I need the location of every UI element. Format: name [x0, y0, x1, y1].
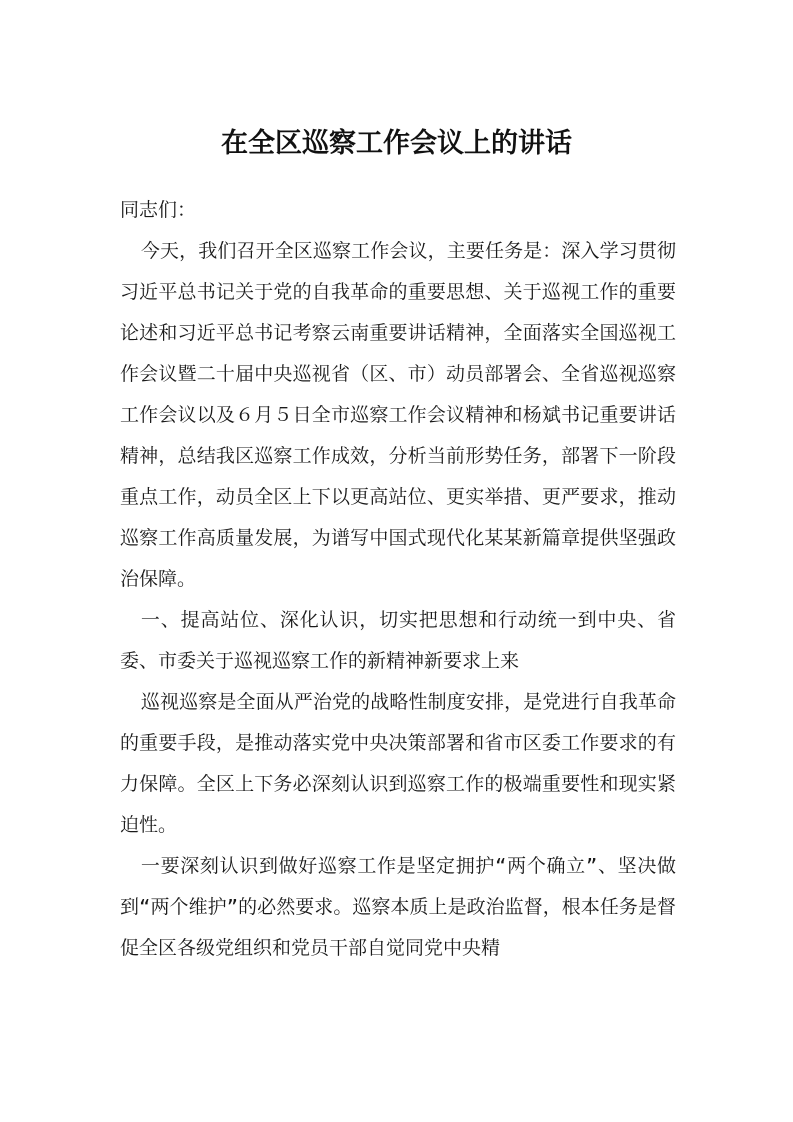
- paragraph-intro: 今天，我们召开全区巡察工作会议，主要任务是：深入学习贯彻习近平总书记关于党的自我革命的重要思想、关于巡视工作的重要论述和习近平总书记考察云南重要讲话精神，全面落实全国巡视工作会议暨二十届中央巡视省（区、市）动员部署会、全省巡视巡察工作会议以及６月５日全市巡察工作会议精神和杨斌书记重要讲话精神，总结我区巡察工作成效，分析当前形势任务，部署下一阶段重点工作，动员全区上下以更高站位、更实举措、更严要求，推动巡察工作高质量发展，为谱写中国式现代化某某新篇章提供坚强政治保障。: [120, 240, 676, 590]
- paragraph-section-1-intro: 巡视巡察是全面从严治党的战略性制度安排，是党进行自我革命的重要手段，是推动落实党中央决策部署和省市区委工作要求的有力保障。全区上下务必深刻认识到巡察工作的极端重要性和现实紧迫性。: [120, 691, 676, 836]
- paragraph-point-1: 一要深刻认识到做好巡察工作是坚定拥护“两个确立”、坚决做到“两个维护”的必然要求。巡察本质上是政治监督，根本任务是督促全区各级党组织和党员干部自觉同党中央精: [120, 855, 676, 959]
- document-body: [120, 190, 676, 969]
- document-title: 在全区巡察工作会议上的讲话: [221, 128, 572, 159]
- salutation: 同志们：: [120, 199, 197, 221]
- section-heading-1: 一、提高站位、深化认识，切实把思想和行动统一到中央、省委、市委关于巡视巡察工作的新精神新要求上来: [120, 609, 676, 672]
